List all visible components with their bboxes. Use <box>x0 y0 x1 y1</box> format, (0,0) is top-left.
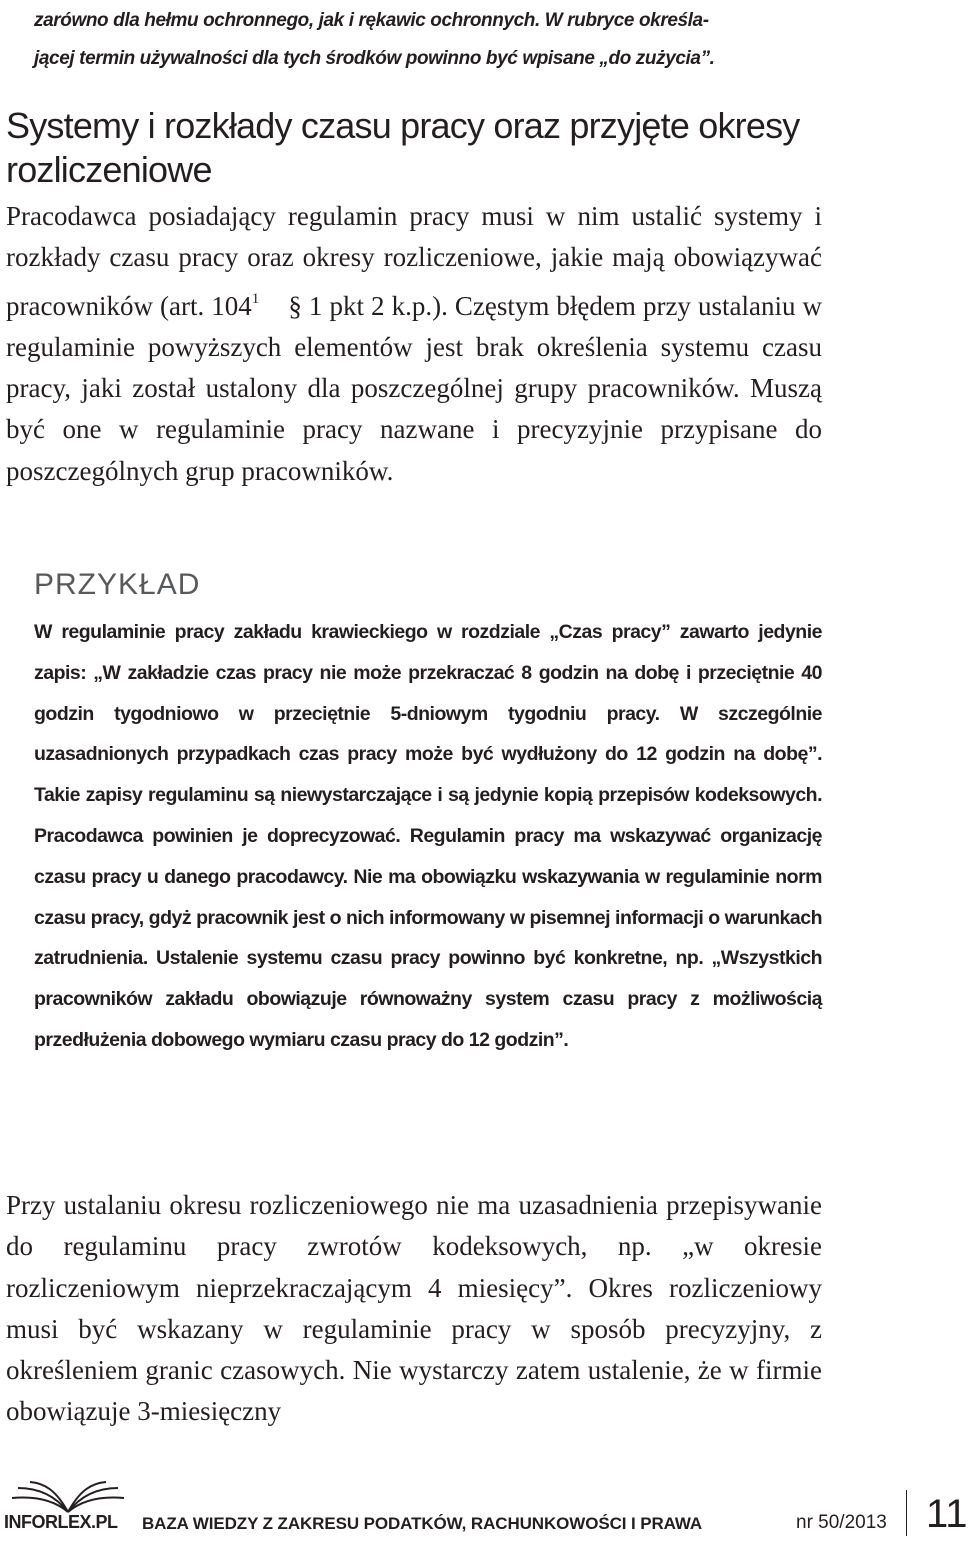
continuation-text <box>34 2 824 78</box>
section-sign: § <box>288 290 302 321</box>
continuation-line: jącej termin używalności dla tych środków powinno być wpisane „do zużycia”. <box>34 48 715 69</box>
continuation-line: zarówno dla hełmu ochronnego, jak i rękawic ochronnych. W rubryce określa- <box>34 10 709 31</box>
book-icon <box>4 1480 132 1514</box>
section-heading <box>6 104 866 192</box>
paragraph-text: 1 pkt 2 k.p.). Częstym błędem przy ustalaniu w regulaminie powyższych elementów jest brak określenia systemu czasu pracy, jaki został ustalony dla poszczególnej grupy pracowników. Muszą być one w regulaminie pracy nazwane i precyzyjnie przypisane do poszczególnych grup pracowników. <box>6 290 823 486</box>
superscript: 1 <box>251 290 260 307</box>
example-label: PRZYKŁAD <box>34 568 201 601</box>
section-heading-line: rozliczeniowe <box>6 149 212 190</box>
issue-number: nr 50/2013 <box>796 1512 887 1533</box>
footer-divider <box>906 1490 907 1536</box>
body-paragraph-2: Przy ustalaniu okresu rozliczeniowego nie ma uzasadnienia przepisywanie do regulaminu pracy zwrotów kodeksowych, np. „w okresie rozliczeniowym nieprzekraczającym 4 miesięcy”. Okres rozliczeniowy musi być wskazany w regulaminie pracy w sposób precyzyjny, z określeniem granic czasowych. Nie wystarczy zatem ustalenie, że w firmie obowiązuje 3-miesięczny <box>6 1190 822 1427</box>
section-heading-line: Systemy i rozkłady czasu pracy oraz przyjęte okresy <box>6 105 800 146</box>
page-footer <box>0 1480 968 1542</box>
logo-text: INFORLEX.PL <box>4 1512 118 1532</box>
paragraph-text: Pracodawca posiadający regulamin pracy musi w nim ustalić systemy i rozkłady czasu pracy oraz okresy rozliczeniowe, jakie mają obowiązywać pracowników (art. 104 <box>6 201 822 321</box>
publication-title: BAZA WIEDZY Z ZAKRESU PODATKÓW, RACHUNKOWOŚCI I PRAWA <box>142 1514 703 1533</box>
inforlex-logo <box>4 1480 132 1538</box>
page-number: 11 <box>926 1492 968 1536</box>
body-paragraph-1 <box>6 196 822 492</box>
example-text: W regulaminie pracy zakładu krawieckiego w rozdziale „Czas pracy” zawarto jedynie zapis: „W zakładzie czas pracy nie może przekraczać 8 godzin na dobę i przeciętnie 40 godzin tygodniowo w przeciętnie 5-dniowym tygodniu pracy. W szczególnie uzasadnionych przypadkach czas pracy może być wydłużony do 12 godzin na dobę”. Takie zapisy regulaminu są niewystarczające i są jedynie kopią przepisów kodeksowych. Pracodawca powinien je doprecyzować. Regulamin pracy ma wskazywać organizację czasu pracy u danego pracodawcy. Nie ma obowiązku wskazywania w regulaminie norm czasu pracy, gdyż pracownik jest o nich informowany w pisemnej informacji o warunkach zatrudnienia. Ustalenie systemu czasu pracy powinno być konkretne, np. „Wszystkich pracowników zakładu obowiązuje równoważny system czasu pracy z możliwością przedłużenia dobowego wymiaru czasu pracy do 12 godzin”. <box>34 621 822 1051</box>
